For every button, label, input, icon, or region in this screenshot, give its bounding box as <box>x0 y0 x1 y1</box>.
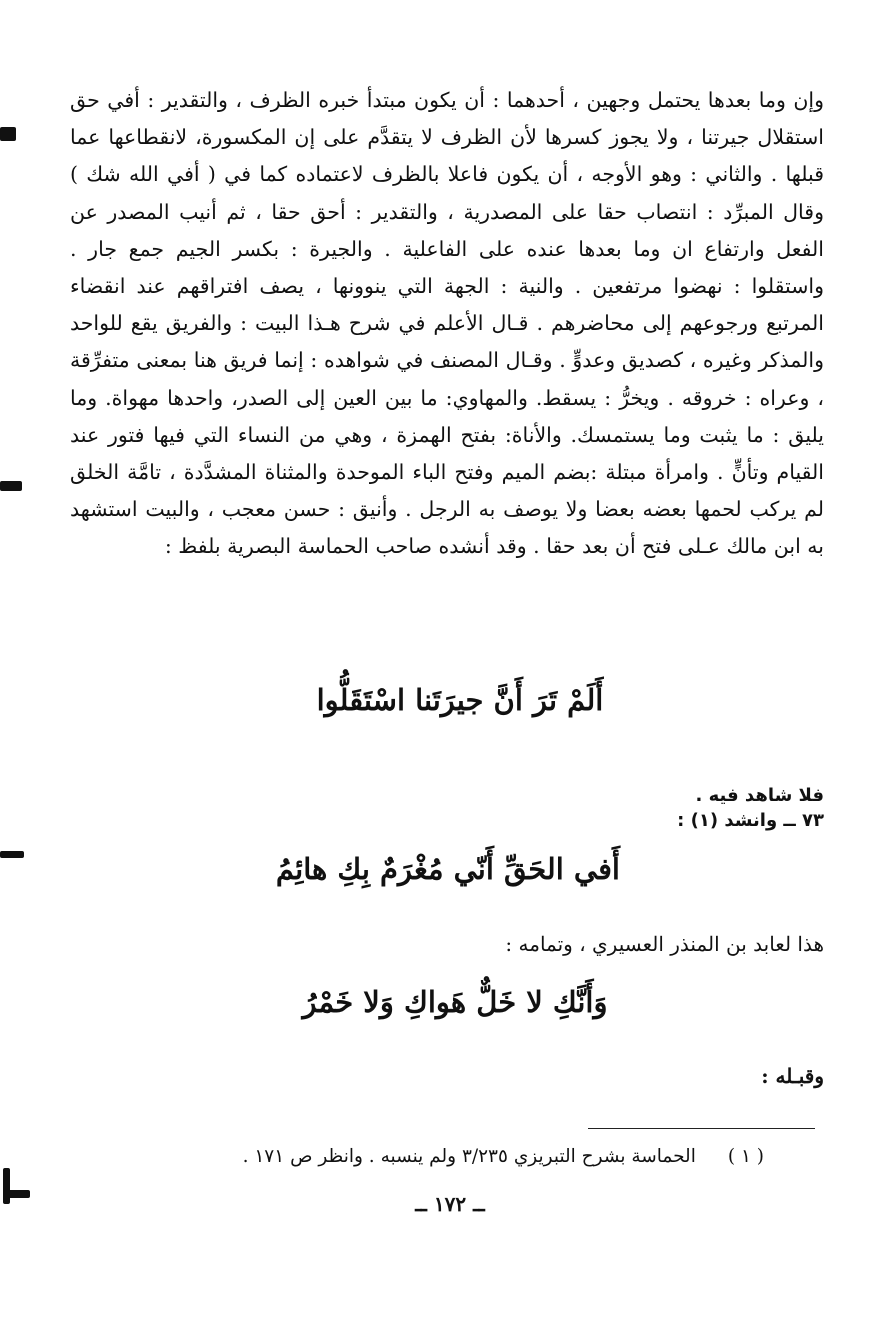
footnote <box>70 1146 764 1167</box>
page-number: ــ ١٧٢ ــ <box>415 1192 485 1216</box>
scan-mark <box>3 1168 10 1204</box>
verse-line-3: وَأَنَّكِ لا خَلٌّ هَواكِ وَلا خَمْرُ <box>302 985 608 1019</box>
verse-line-1: أَلَمْ تَرَ أَنَّ جيرَتَنا اسْتَقَلُّوا <box>316 683 604 717</box>
scan-mark <box>0 127 16 141</box>
verse-line-2: أَفي الحَقِّ أَنّي مُغْرَمٌ بِكِ هائِمُ <box>275 852 620 886</box>
scan-mark <box>0 851 24 858</box>
body-paragraph: وإن وما بعدها يحتمل وجهين ، أحدهما : أن يكون مبتدأ خبره الظرف ، والتقدير : أفي حق استقلال جيرتنا ، ولا يجوز كسرها لأن الظرف لا يتقدَّم على إن المكسورة، لانقطاعها عما قبلها . والثاني : وهو الأوجه ، أن يكون فاعلا بالظرف لاعتماده كما في ( أفي الله شك ) وقال المبرِّد : انتصاب حقا على المصدرية ، والتقدير : أحق حقا ، ثم أنيب المصدر عن الفعل وارتفاع ان وما بعدها عنده على الفاعلية . والجيرة : بكسر الجيم جمع جار . واستقلوا : نهضوا مرتفعين . والنية : الجهة التي ينوونها ، يصف افتراقهم عند انقضاء المرتبع ورجوعهم إلى محاضرهم . قـال الأعلم في شرح هـذا البيت : والفريق يقع للواحد والمذكر وغيره ، كصديق وعدوٍّ . وقـال المصنف في شواهده : إنما فريق هنا بمعنى متفرِّقة ، وعراه : خروقه . ويخرُّ : يسقط. والمهاوي: ما بين العين إلى الصدر، واحدها مهواة. وما يليق : ما يثبت وما يستمسك. والأناة: بفتح الهمزة ، وهي من النساء التي فيها فتور عند القيام وتأنٍّ . وامرأة مبتلة :بضم الميم وفتح الباء الموحدة والمثناة المشدَّدة ، تامَّة الخلق لم يركب لحمها بعضه بعضا ولا يوصف به الرجل . وأنيق : حسن معجب ، والبيت استشهد به ابن مالك عـلى فتح أن بعد حقا . وقد أنشده صاحب الحماسة البصرية بلفظ : <box>70 88 824 559</box>
citation-heading-73: ٧٣ ــ وانشد (١) : <box>677 810 824 831</box>
attribution-line: هذا لعابد بن المنذر العسيري ، وتمامه : <box>505 932 824 956</box>
scan-mark <box>0 481 22 491</box>
preceding-line-label: وقبـله : <box>761 1064 824 1088</box>
footnote-divider <box>588 1128 815 1129</box>
scan-mark <box>8 1190 30 1198</box>
footnote-number: ( ١ ) <box>727 1146 764 1167</box>
no-evidence-line: فلا شاهد فيه . <box>695 785 824 806</box>
footnote-text: الحماسة بشرح التبريزي ٣/٢٣٥ ولم ينسبه . وانظر ص ١٧١ . <box>242 1146 696 1167</box>
